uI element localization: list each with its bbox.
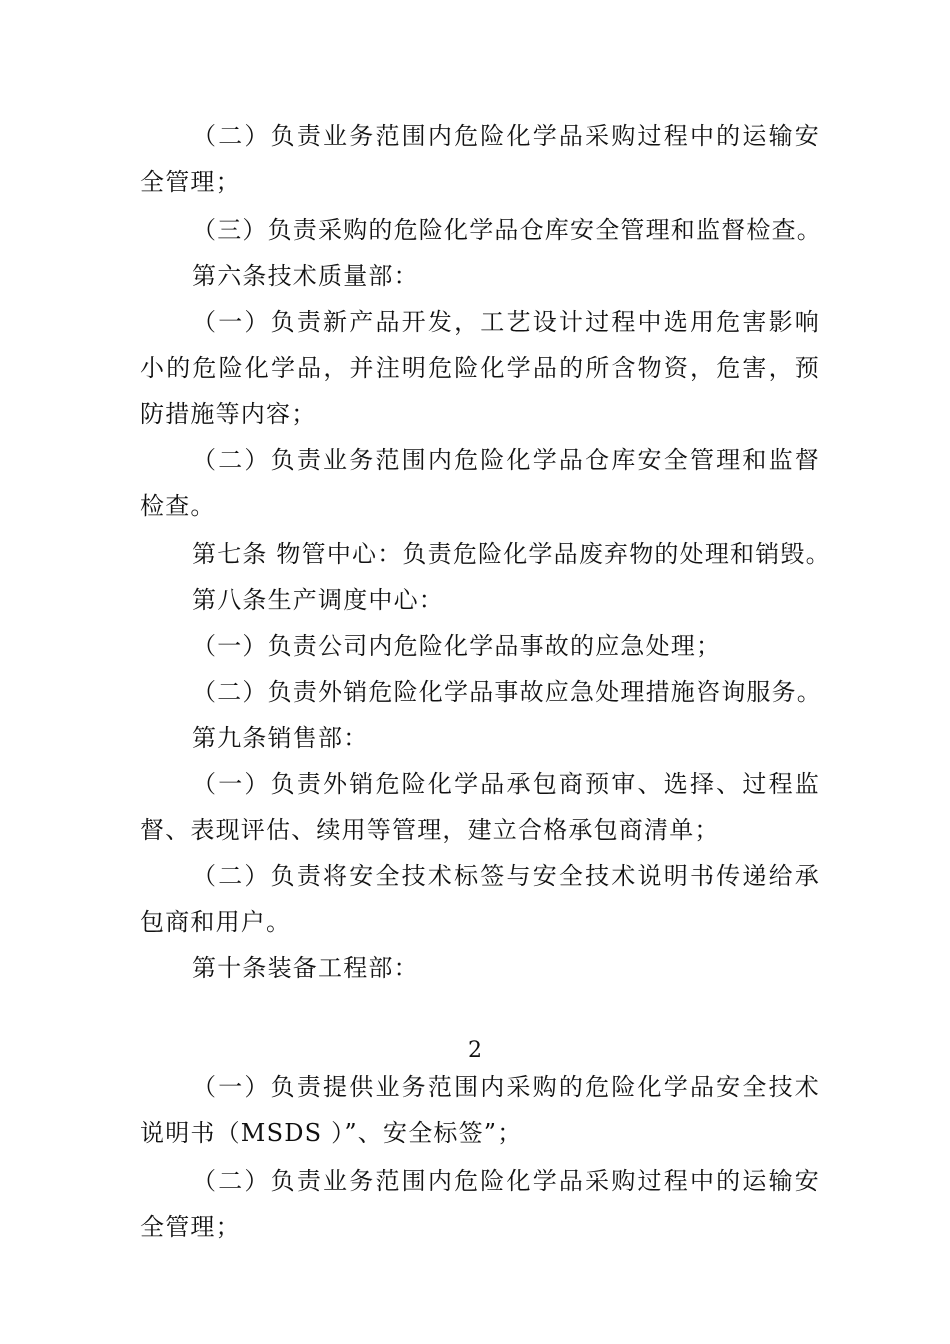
paragraph-emergency-handling: （一）负责公司内危险化学品事故的应急处理；	[192, 632, 722, 660]
paragraph-article-seven: 第七条 物管中心：负责危险化学品废弃物的处理和销毁。	[192, 540, 831, 568]
heading-article-six: 第六条技术质量部：	[192, 262, 419, 290]
paragraph-procurement-warehouse: （三）负责采购的危险化学品仓库安全管理和监督检查。	[192, 216, 822, 244]
heading-article-eight: 第八条生产调度中心：	[192, 586, 444, 614]
heading-article-ten: 第十条装备工程部：	[192, 954, 419, 982]
paragraph-label-transfer: （二）负责将安全技术标签与安全技术说明书传递给承包商和用户。	[140, 862, 820, 936]
paragraph-emergency-consulting: （二）负责外销危险化学品事故应急处理措施咨询服务。	[192, 678, 822, 706]
paragraph-equipment-transport: （二）负责业务范围内危险化学品采购过程中的运输安全管理；	[140, 1167, 820, 1241]
paragraph-technical-warehouse: （二）负责业务范围内危险化学品仓库安全管理和监督检查。	[140, 446, 820, 520]
paragraph-contractor-management: （一）负责外销危险化学品承包商预审、选择、过程监督、表现评估、续用等管理，建立合格承包商清单；	[140, 770, 820, 844]
paragraph-procurement-transport: （二）负责业务范围内危险化学品采购过程中的运输安全管理；	[140, 122, 820, 196]
paragraph-new-product-development: （一）负责新产品开发，工艺设计过程中选用危害影响小的危险化学品，并注明危险化学品的所含物资，危害，预防措施等内容；	[140, 308, 820, 428]
paragraph-msds-provision: （一）负责提供业务范围内采购的危险化学品安全技术说明书（MSDS ）”、安全标签”；	[140, 1073, 820, 1147]
heading-article-nine: 第九条销售部：	[192, 724, 369, 752]
page-number: 2	[468, 1038, 482, 1063]
